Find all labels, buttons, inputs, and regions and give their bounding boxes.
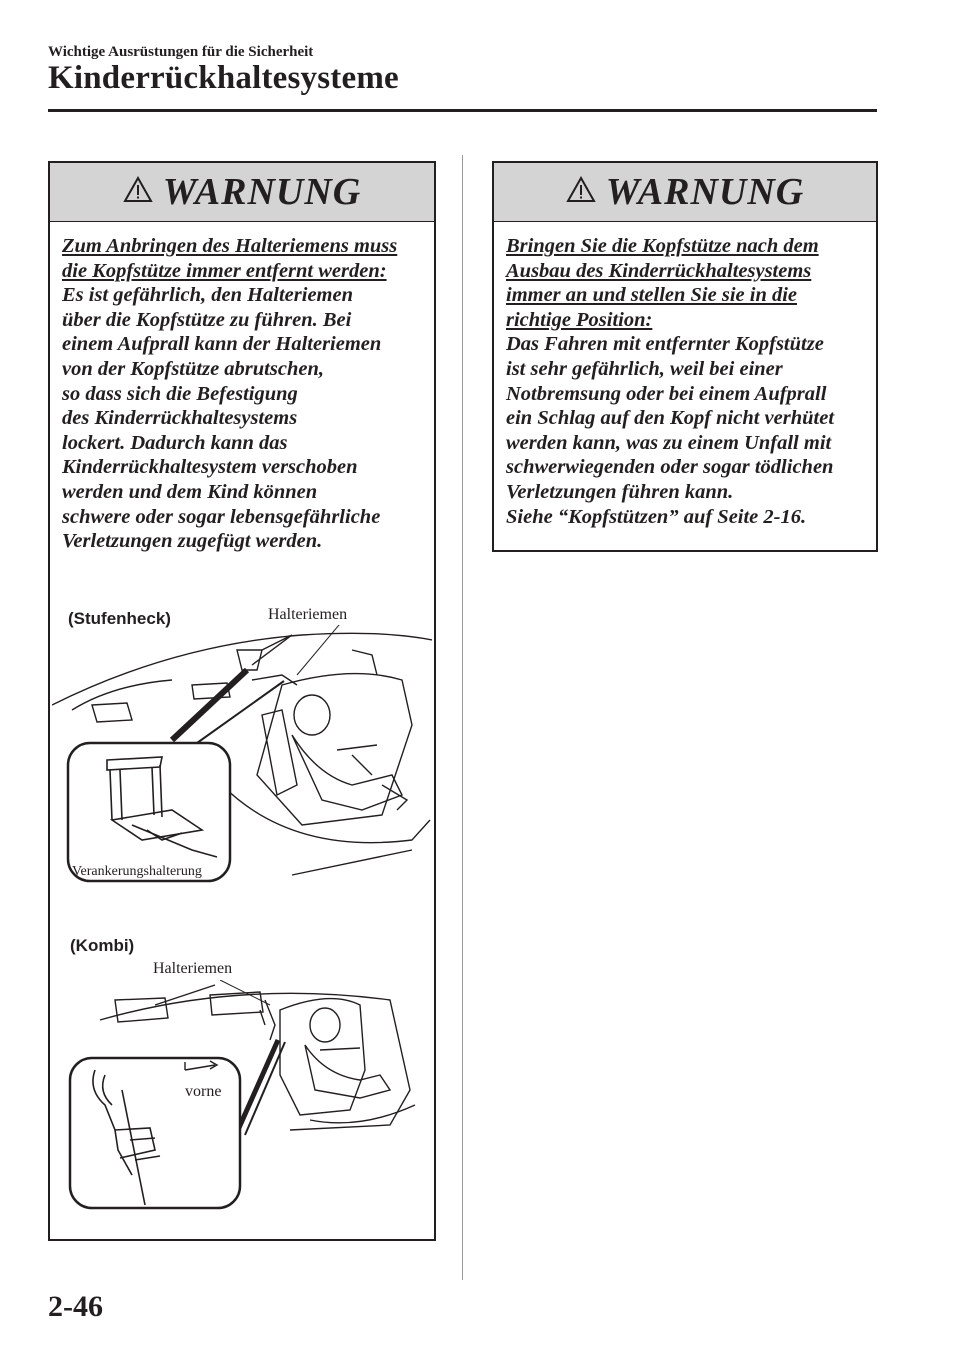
wagon-front-callout: vorne (185, 1083, 222, 1100)
warning-body-line: so dass sich die Befestigung (62, 382, 298, 405)
warning-body-line: werden und dem Kind können (62, 480, 318, 503)
warning-triangle-icon (566, 176, 596, 208)
warning-body-line: Notbremsung oder bei einem Aufprall (506, 382, 827, 405)
warning-body-line: Verletzungen zugefügt werden. (62, 530, 323, 553)
warning-text (494, 222, 876, 529)
warning-body-line: von der Kopfstütze abrutschen, (62, 357, 324, 380)
warning-title: WARNUNG (605, 171, 805, 213)
warning-triangle-icon (123, 176, 153, 208)
sedan-strap-callout: Halteriemen (268, 606, 348, 623)
warning-body-line: Verletzungen führen kann. (506, 480, 734, 503)
warning-header (50, 163, 434, 222)
warning-body-line: ist sehr gefährlich, weil bei einer (506, 357, 783, 380)
sedan-child-seat-illustration (52, 625, 432, 900)
wagon-child-seat-illustration (60, 980, 430, 1220)
sedan-variant-label: (Stufenheck) (68, 609, 171, 628)
warning-title: WARNUNG (162, 171, 362, 213)
warning-body-line: über die Kopfstütze zu führen. Bei (62, 308, 352, 331)
warning-lead-line: die Kopfstütze immer entfernt werden: (62, 259, 387, 282)
warning-lead-line: richtige Position: (506, 308, 653, 331)
warning-box-right (492, 161, 878, 552)
page-number: 2-46 (48, 1290, 103, 1323)
warning-body-line: werden kann, was zu einem Unfall mit (506, 431, 832, 454)
warning-body-line: schwere oder sogar lebensgefährliche (62, 505, 381, 528)
title-rule (48, 109, 877, 112)
warning-lead-line: Ausbau des Kinderrückhaltesystems (506, 259, 812, 282)
page-title: Kinderrückhaltesysteme (48, 60, 399, 96)
warning-header (494, 163, 876, 222)
warning-body-line: Kinderrückhaltesystem verschoben (62, 456, 358, 479)
warning-body-line: Es ist gefährlich, den Halteriemen (62, 284, 353, 307)
warning-lead-line: Bringen Sie die Kopfstütze nach dem (506, 235, 819, 257)
warning-text (50, 222, 434, 554)
warning-body-line: Siehe “Kopfstützen” auf Seite 2-16. (506, 505, 807, 528)
sedan-anchor-callout: Verankerungshalterung (72, 864, 202, 879)
warning-body-line: Das Fahren mit entfernter Kopfstütze (506, 333, 824, 356)
wagon-strap-callout: Halteriemen (153, 960, 233, 977)
wagon-variant-label: (Kombi) (70, 936, 135, 955)
warning-body-line: lockert. Dadurch kann das (62, 431, 288, 454)
warning-body-line: ein Schlag auf den Kopf nicht verhütet (506, 407, 835, 430)
warning-body-line: einem Aufprall kann der Halteriemen (62, 333, 382, 356)
warning-lead-line: Zum Anbringen des Halteriemens muss (62, 235, 398, 257)
warning-lead-line: immer an und stellen Sie sie in die (506, 284, 798, 307)
section-heading: Wichtige Ausrüstungen für die Sicherheit (48, 44, 314, 60)
column-divider (462, 155, 463, 1280)
warning-body-line: des Kinderrückhaltesystems (62, 407, 298, 430)
warning-body-line: schwerwiegenden oder sogar tödlichen (506, 456, 834, 479)
